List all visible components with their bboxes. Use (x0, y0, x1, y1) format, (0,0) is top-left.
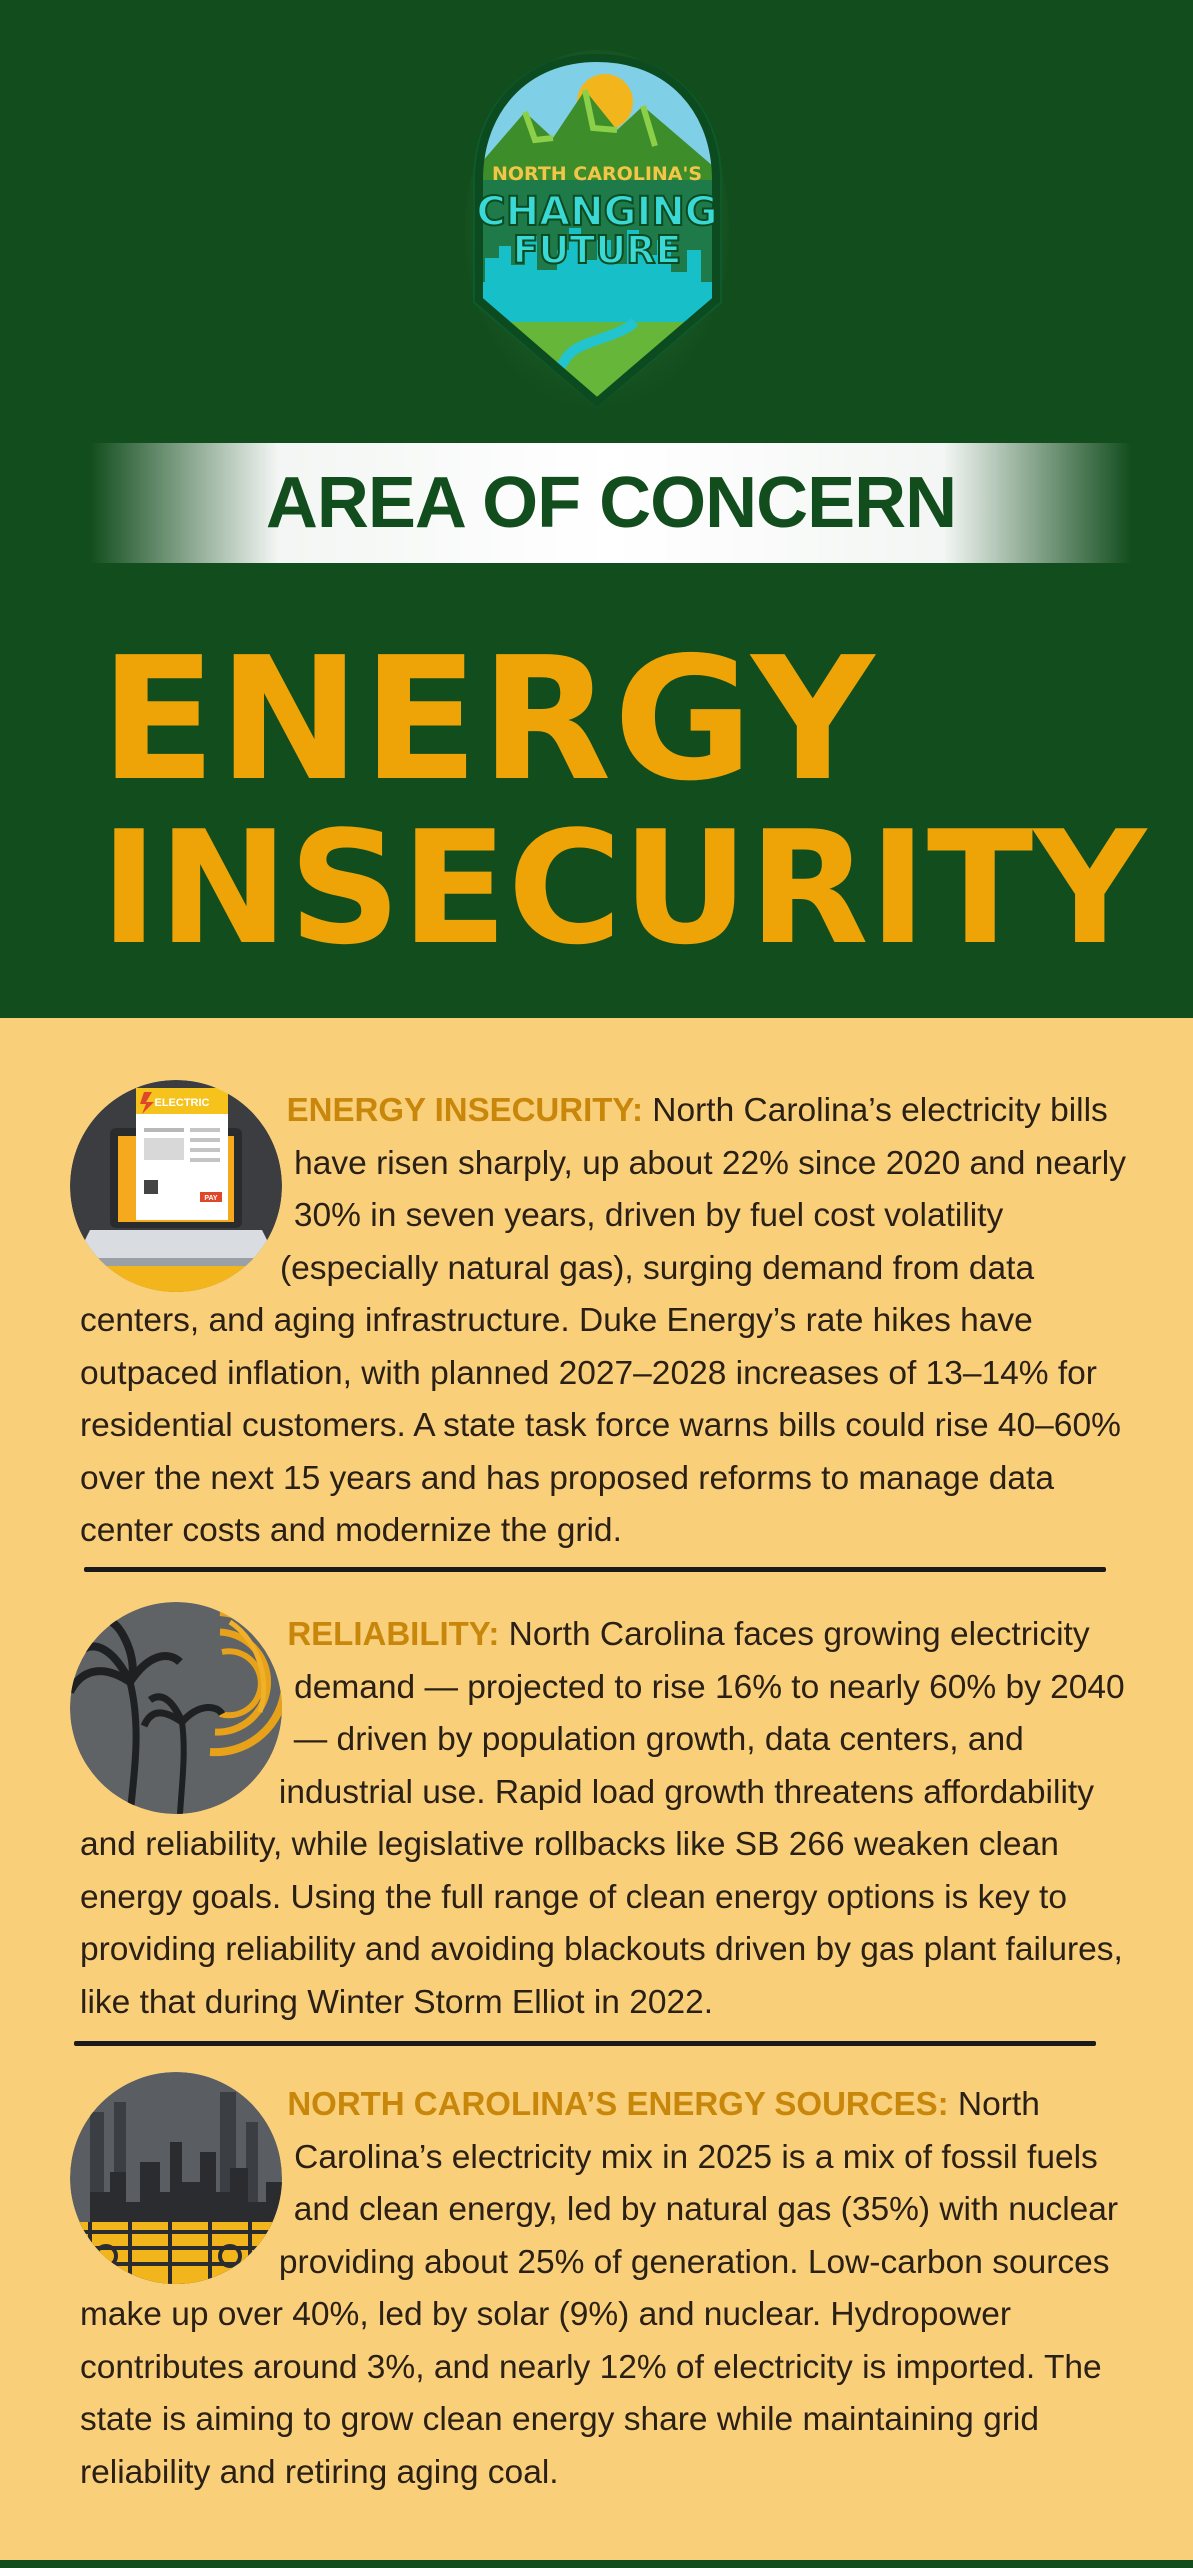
section-energy-insecurity (0, 1072, 1193, 1558)
logo-line1: NORTH CAROLINA'S (491, 163, 703, 185)
section-energy-sources (0, 2064, 1193, 2499)
banner-text: AREA OF CONCERN (265, 463, 957, 543)
header (0, 0, 1193, 1018)
title-line1: ENERGY (100, 621, 877, 819)
logo-line2: CHANGING (476, 189, 718, 235)
logo-line3: FUTURE (512, 228, 682, 272)
changing-future-logo (465, 50, 730, 410)
section-body: North Carolina faces growing electricity demand — projected to rise 16% to nearly 60% by 2040 — driven by population growth, data centers, and industrial use. Rapid load growth threatens affordability and reliability, while legislative rollbacks like SB 266 weaken clean energy goals. Using the full range of clean energy options is key to providing reliability and avoiding blackouts driven by gas plant failures, like that during Winter Storm Elliot in 2022. (80, 1616, 1125, 2021)
section-reliability (0, 1594, 1193, 2029)
bottom-bar (0, 2560, 1193, 2568)
section-lead: NORTH CAROLINA’S ENERGY SOURCES: (287, 2085, 949, 2122)
laptop-bill-icon (70, 1080, 282, 1292)
divider (74, 2041, 1096, 2046)
divider (84, 1567, 1106, 1572)
storm-palm-icon (70, 1602, 282, 1814)
section-body: North Carolina’s electricity mix in 2025 is a mix of fossil fuels and clean energy, led by natural gas (35%) with nuclear providing about 25% of generation. Low-carbon sources make up over 40%, led by solar (9%) and nuclear. Hydropower contributes around 3%, and nearly 12% of electricity is imported. The state is aiming to grow clean energy share while maintaining grid reliability and retiring aging coal. (80, 2086, 1119, 2491)
power-plant-icon (70, 2072, 282, 2284)
bill-label: ELECTRIC (154, 1097, 210, 1109)
section-lead: RELIABILITY: (287, 1615, 500, 1652)
pay-label: PAY (204, 1195, 218, 1202)
section-body: North Carolina’s electricity bills have risen sharply, up about 22% since 2020 and nearly 30% in seven years, driven by fuel cost volatility (especially natural gas), surging demand from data centers, and aging infrastructure. Duke Energy’s rate hikes have outpaced inflation, with planned 2027–2028 increases of 13–14% for residential customers. A state task force warns bills could rise 40–60% over the next 15 years and has proposed reforms to manage data center costs and modernize the grid. (80, 1092, 1126, 1549)
area-of-concern-banner (90, 443, 1132, 563)
section-lead: ENERGY INSECURITY: (286, 1091, 643, 1128)
title-line2: INSECURITY (100, 797, 1147, 979)
